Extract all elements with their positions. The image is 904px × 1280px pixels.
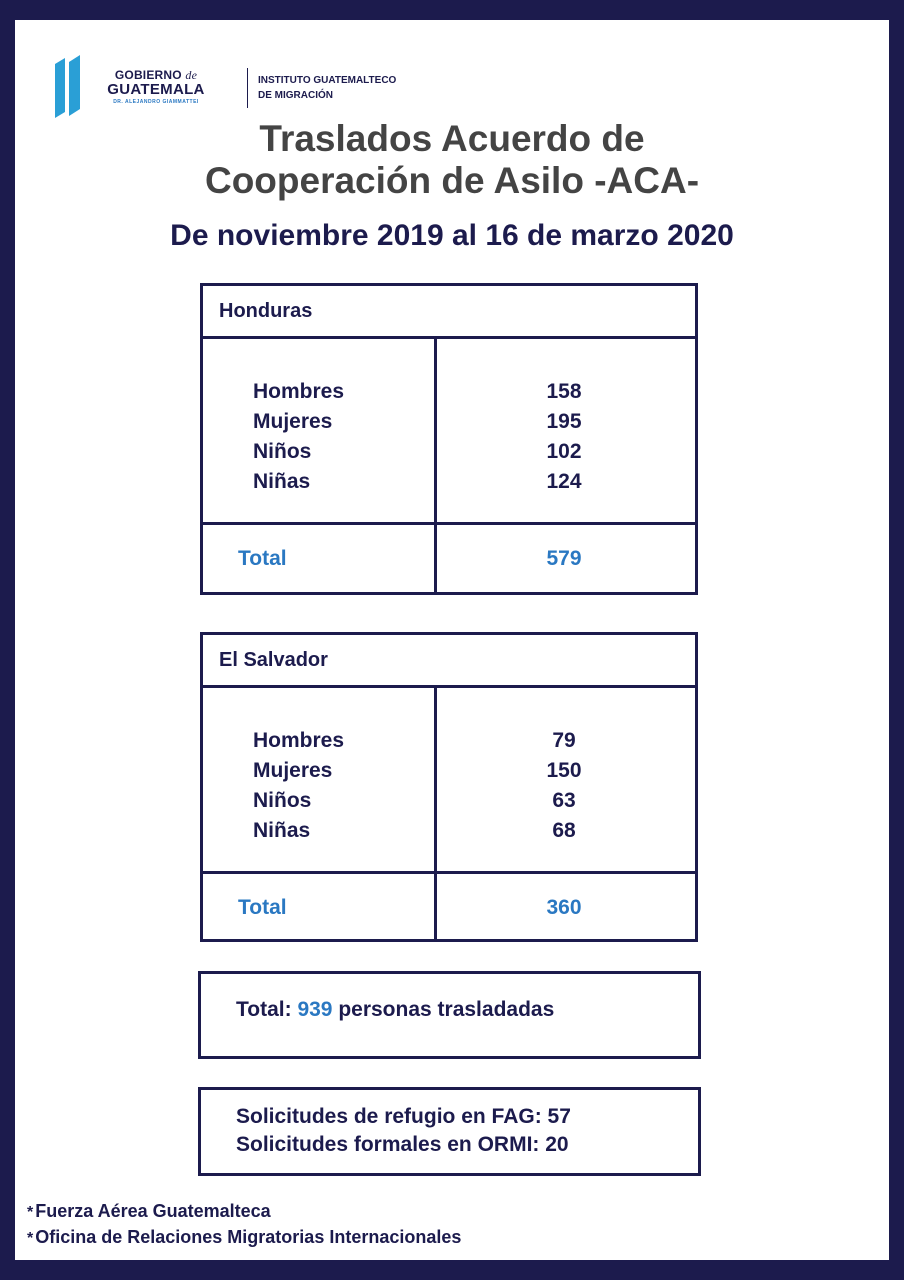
row-value-hombres: 158 bbox=[546, 380, 582, 403]
total-value: 360 bbox=[546, 896, 582, 919]
row-value-mujeres: 150 bbox=[546, 759, 582, 782]
total-label: Total bbox=[238, 547, 287, 570]
row-value-ninos: 63 bbox=[552, 789, 576, 812]
category-labels bbox=[253, 377, 344, 497]
gobierno-wordmark bbox=[101, 68, 211, 105]
asterisk: * bbox=[27, 1230, 34, 1247]
gobierno-text: GOBIERNO bbox=[114, 68, 182, 82]
country-name: Honduras bbox=[203, 286, 695, 339]
table-total-row bbox=[203, 525, 695, 592]
row-value-ninos: 102 bbox=[546, 440, 582, 463]
page-title bbox=[15, 118, 889, 202]
row-value-hombres: 79 bbox=[552, 729, 576, 752]
requests-text bbox=[236, 1103, 571, 1159]
row-label-mujeres: Mujeres bbox=[253, 759, 333, 782]
country-name: El Salvador bbox=[203, 635, 695, 688]
requests-box bbox=[198, 1087, 701, 1176]
column-divider bbox=[434, 688, 437, 939]
title-line-1: Traslados Acuerdo de bbox=[259, 118, 645, 159]
institute-line-2: DE MIGRACIÓN bbox=[258, 90, 333, 101]
de-text: de bbox=[185, 68, 198, 82]
footnote bbox=[27, 1199, 461, 1225]
date-range-subtitle: De noviembre 2019 al 16 de marzo 2020 bbox=[170, 219, 734, 252]
row-value-ninas: 68 bbox=[552, 819, 576, 842]
row-label-ninas: Niñas bbox=[253, 819, 311, 842]
el-salvador-table bbox=[200, 632, 698, 942]
table-total-row bbox=[203, 874, 695, 941]
title-line-2: Cooperación de Asilo -ACA- bbox=[204, 160, 700, 201]
total-value: 579 bbox=[546, 547, 582, 570]
grand-total-value: 939 bbox=[297, 998, 333, 1021]
guatemala-text: GUATEMALA bbox=[107, 81, 205, 98]
footnotes bbox=[27, 1199, 461, 1251]
grand-total-prefix: Total: bbox=[236, 998, 298, 1021]
table-body bbox=[203, 339, 695, 525]
grand-total-box bbox=[198, 971, 701, 1059]
grand-total-suffix: personas trasladadas bbox=[332, 998, 555, 1021]
row-value-ninas: 124 bbox=[546, 470, 582, 493]
institute-line-1: INSTITUTO GUATEMALTECO bbox=[258, 75, 397, 86]
institute-name bbox=[258, 73, 396, 103]
footnote-text: Oficina de Relaciones Migratorias Internacionales bbox=[35, 1227, 462, 1247]
row-label-hombres: Hombres bbox=[253, 729, 345, 752]
row-value-mujeres: 195 bbox=[546, 410, 582, 433]
grand-total-text bbox=[236, 998, 554, 1022]
category-labels bbox=[253, 726, 344, 846]
document-page bbox=[15, 20, 889, 1260]
footnote-text: Fuerza Aérea Guatemalteca bbox=[35, 1201, 271, 1221]
row-label-ninos: Niños bbox=[253, 440, 312, 463]
president-text: DR. ALEJANDRO GIAMMATTEI bbox=[113, 99, 199, 105]
row-label-mujeres: Mujeres bbox=[253, 410, 333, 433]
asterisk: * bbox=[27, 1204, 34, 1221]
category-values bbox=[539, 377, 589, 497]
guatemala-flag-stripes-icon bbox=[53, 54, 93, 118]
table-body bbox=[203, 688, 695, 874]
row-label-hombres: Hombres bbox=[253, 380, 345, 403]
honduras-table bbox=[200, 283, 698, 595]
category-values bbox=[539, 726, 589, 846]
row-label-ninos: Niños bbox=[253, 789, 312, 812]
total-label: Total bbox=[238, 896, 287, 919]
row-label-ninas: Niñas bbox=[253, 470, 311, 493]
logo-divider bbox=[247, 68, 248, 108]
footnote bbox=[27, 1225, 461, 1251]
ormi-requests: Solicitudes formales en ORMI: 20 bbox=[236, 1133, 569, 1156]
column-divider bbox=[434, 339, 437, 592]
fag-requests: Solicitudes de refugio en FAG: 57 bbox=[236, 1105, 571, 1128]
